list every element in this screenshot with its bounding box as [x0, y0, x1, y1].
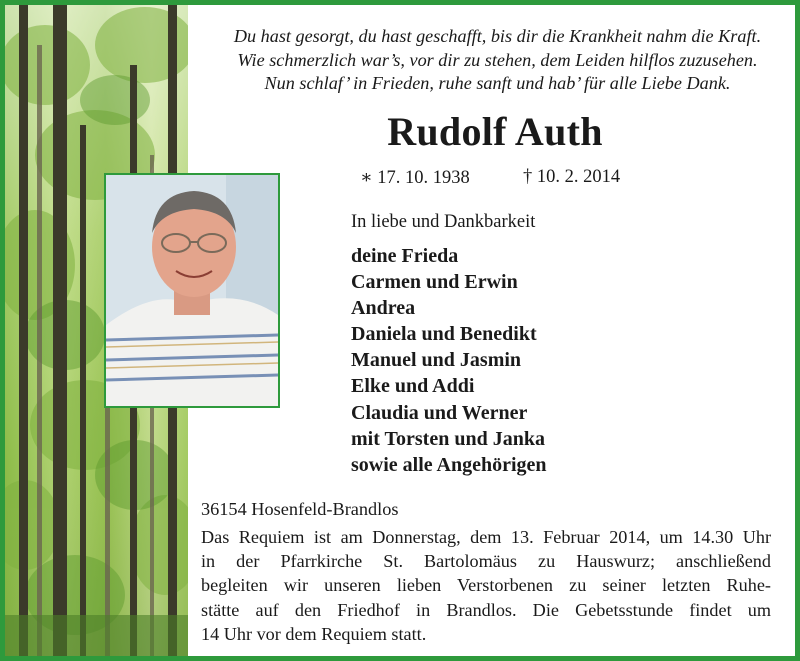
death-date: † 10. 2. 2014 [523, 167, 621, 187]
mourner-entry: Daniela und Benedikt [351, 323, 537, 346]
memorial-poem [205, 25, 790, 96]
requiem-line: 14 Uhr vor dem Requiem statt. [201, 623, 427, 644]
requiem-line: begleiten wir unseren lieben Verstorbenen zu seiner letzten Ruhe- [201, 575, 771, 596]
birth-date: ∗ 17. 10. 1938 [360, 168, 470, 188]
mourner-entry: Claudia und Werner [351, 401, 528, 424]
requiem-notice [201, 525, 771, 646]
portrait-graphic [106, 175, 278, 406]
thanks-intro: In liebe und Dankbarkeit [351, 212, 536, 232]
mourner-entry: Carmen und Erwin [351, 271, 518, 294]
mourner-entry: mit Torsten und Janka [351, 427, 545, 450]
mourner-entry: Andrea [351, 297, 416, 320]
requiem-line: Das Requiem ist am Donnerstag, dem 13. Februar 2014, um 14.30 Uhr [201, 527, 771, 547]
mourner-entry: deine Frieda [351, 245, 459, 267]
mourner-entry: Elke und Addi [351, 375, 475, 398]
requiem-line: in der Pfarrkirche St. Bartolomäus zu Hauswurz; anschließend [201, 551, 771, 572]
mourner-entry: Manuel und Jasmin [351, 349, 522, 372]
requiem-line: stätte auf den Friedhof in Brandlos. Die Gebetsstunde findet um [201, 599, 771, 620]
portrait-photo [104, 173, 280, 408]
address: 36154 Hosenfeld-Brandlos [201, 499, 399, 519]
mourner-entry: sowie alle Angehörigen [351, 453, 547, 476]
poem-line: Nun schlaf’ in Frieden, ruhe sanft und hab’ für alle Liebe Dank. [264, 73, 731, 93]
mourners-list [351, 243, 547, 478]
deceased-name: Rudolf Auth [387, 109, 603, 154]
poem-line: Du hast gesorgt, du hast geschafft, bis dir die Krankheit nahm die Kraft. [233, 26, 762, 46]
poem-line: Wie schmerzlich war’s, vor dir zu stehen, dem Leiden hilflos zuzusehen. [237, 49, 758, 70]
